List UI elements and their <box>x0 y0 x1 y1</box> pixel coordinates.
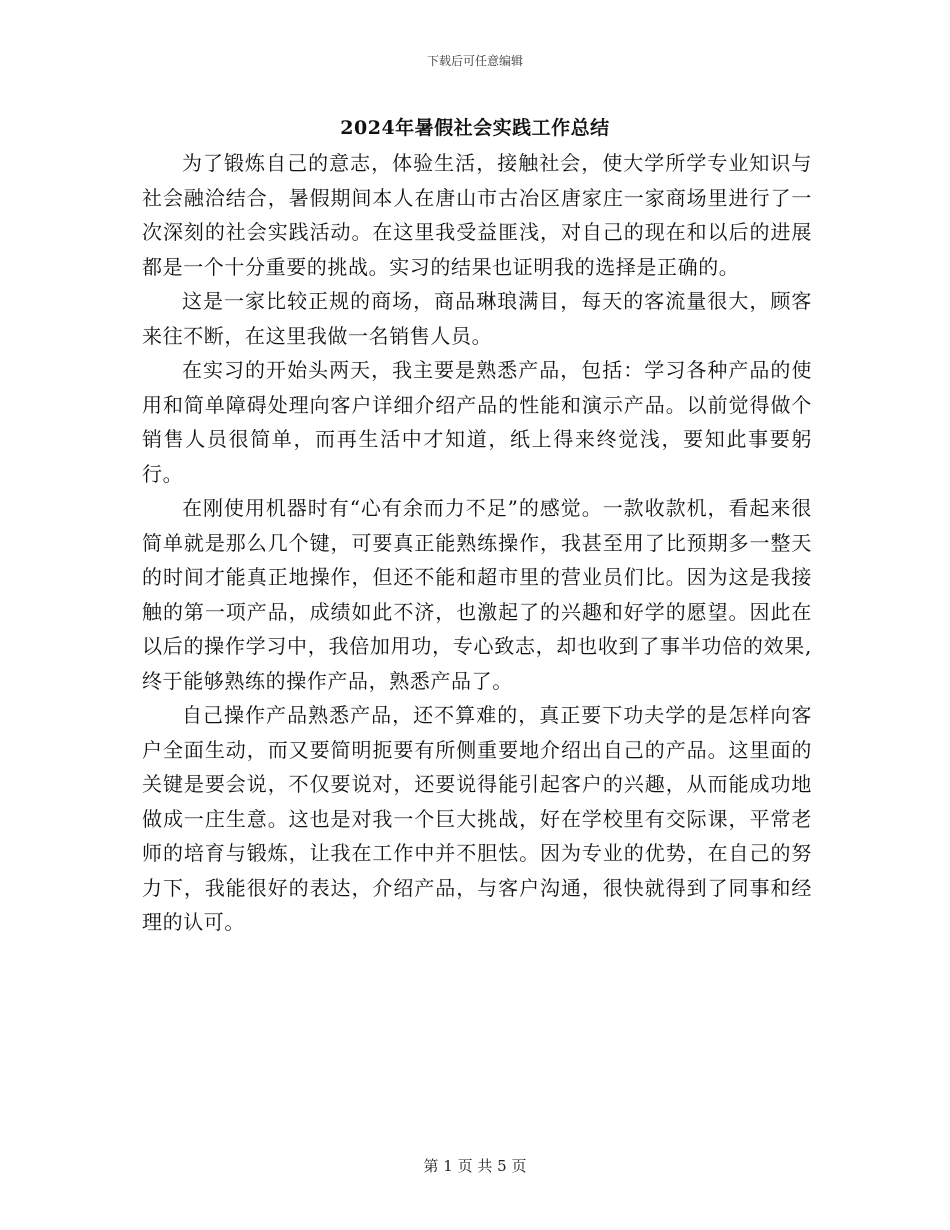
page-number-footer: 第 1 页 共 5 页 <box>423 1157 527 1175</box>
body-paragraph: 为了锻炼自己的意志，体验生活，接触社会，使大学所学专业知识与社会融洽结合，暑假期间本人在唐山市古冶区唐家庄一家商场里进行了一次深刻的社会实践活动。在这里我受益匪浅，对自己的现在和以后的进展都是一个十分重要的挑战。实习的结果也证明我的选择是正确的。 <box>142 151 812 279</box>
page-header-note: 下载后可任意编辑 <box>426 54 523 68</box>
document-title: 2024年暑假社会实践工作总结 <box>340 117 610 139</box>
body-paragraph: 自己操作产品熟悉产品，还不算难的，真正要下功夫学的是怎样向客户全面生动，而又要简明扼要有所侧重要地介绍出自己的产品。这里面的关键是要会说，不仅要说对，还要说得能引起客户的兴趣，从而能成功地做成一庄生意。这也是对我一个巨大挑战，好在学校里有交际课，平常老师的培育与锻炼，让我在工作中并不胆怯。因为专业的优势，在自己的努力下，我能很好的表达，介绍产品，与客户沟通，很快就得到了同事和经理的认可。 <box>142 703 812 934</box>
body-paragraph: 这是一家比较正规的商场，商品琳琅满目，每天的客流量很大，顾客来往不断，在这里我做一名销售人员。 <box>142 289 812 348</box>
document-body <box>142 146 812 940</box>
body-paragraph: 在实习的开始头两天，我主要是熟悉产品，包括：学习各种产品的使用和简单障碍处理向客户详细介绍产品的性能和演示产品。以前觉得做个销售人员很简单，而再生活中才知道，纸上得来终觉浅，要知此事要躬行。 <box>142 358 812 486</box>
body-paragraph: 在刚使用机器时有“心有余而力不足”的感觉。一款收款机，看起来很简单就是那么几个键，可要真正能熟练操作，我甚至用了比预期多一整天的时间才能真正地操作，但还不能和超市里的营业员们比。因为这是我接触的第一项产品，成绩如此不济，也激起了的兴趣和好学的愿望。因此在以后的操作学习中，我倍加用功，专心致志，却也收到了事半功倍的效果,终于能够熟练的操作产品，熟悉产品了。 <box>142 496 812 693</box>
